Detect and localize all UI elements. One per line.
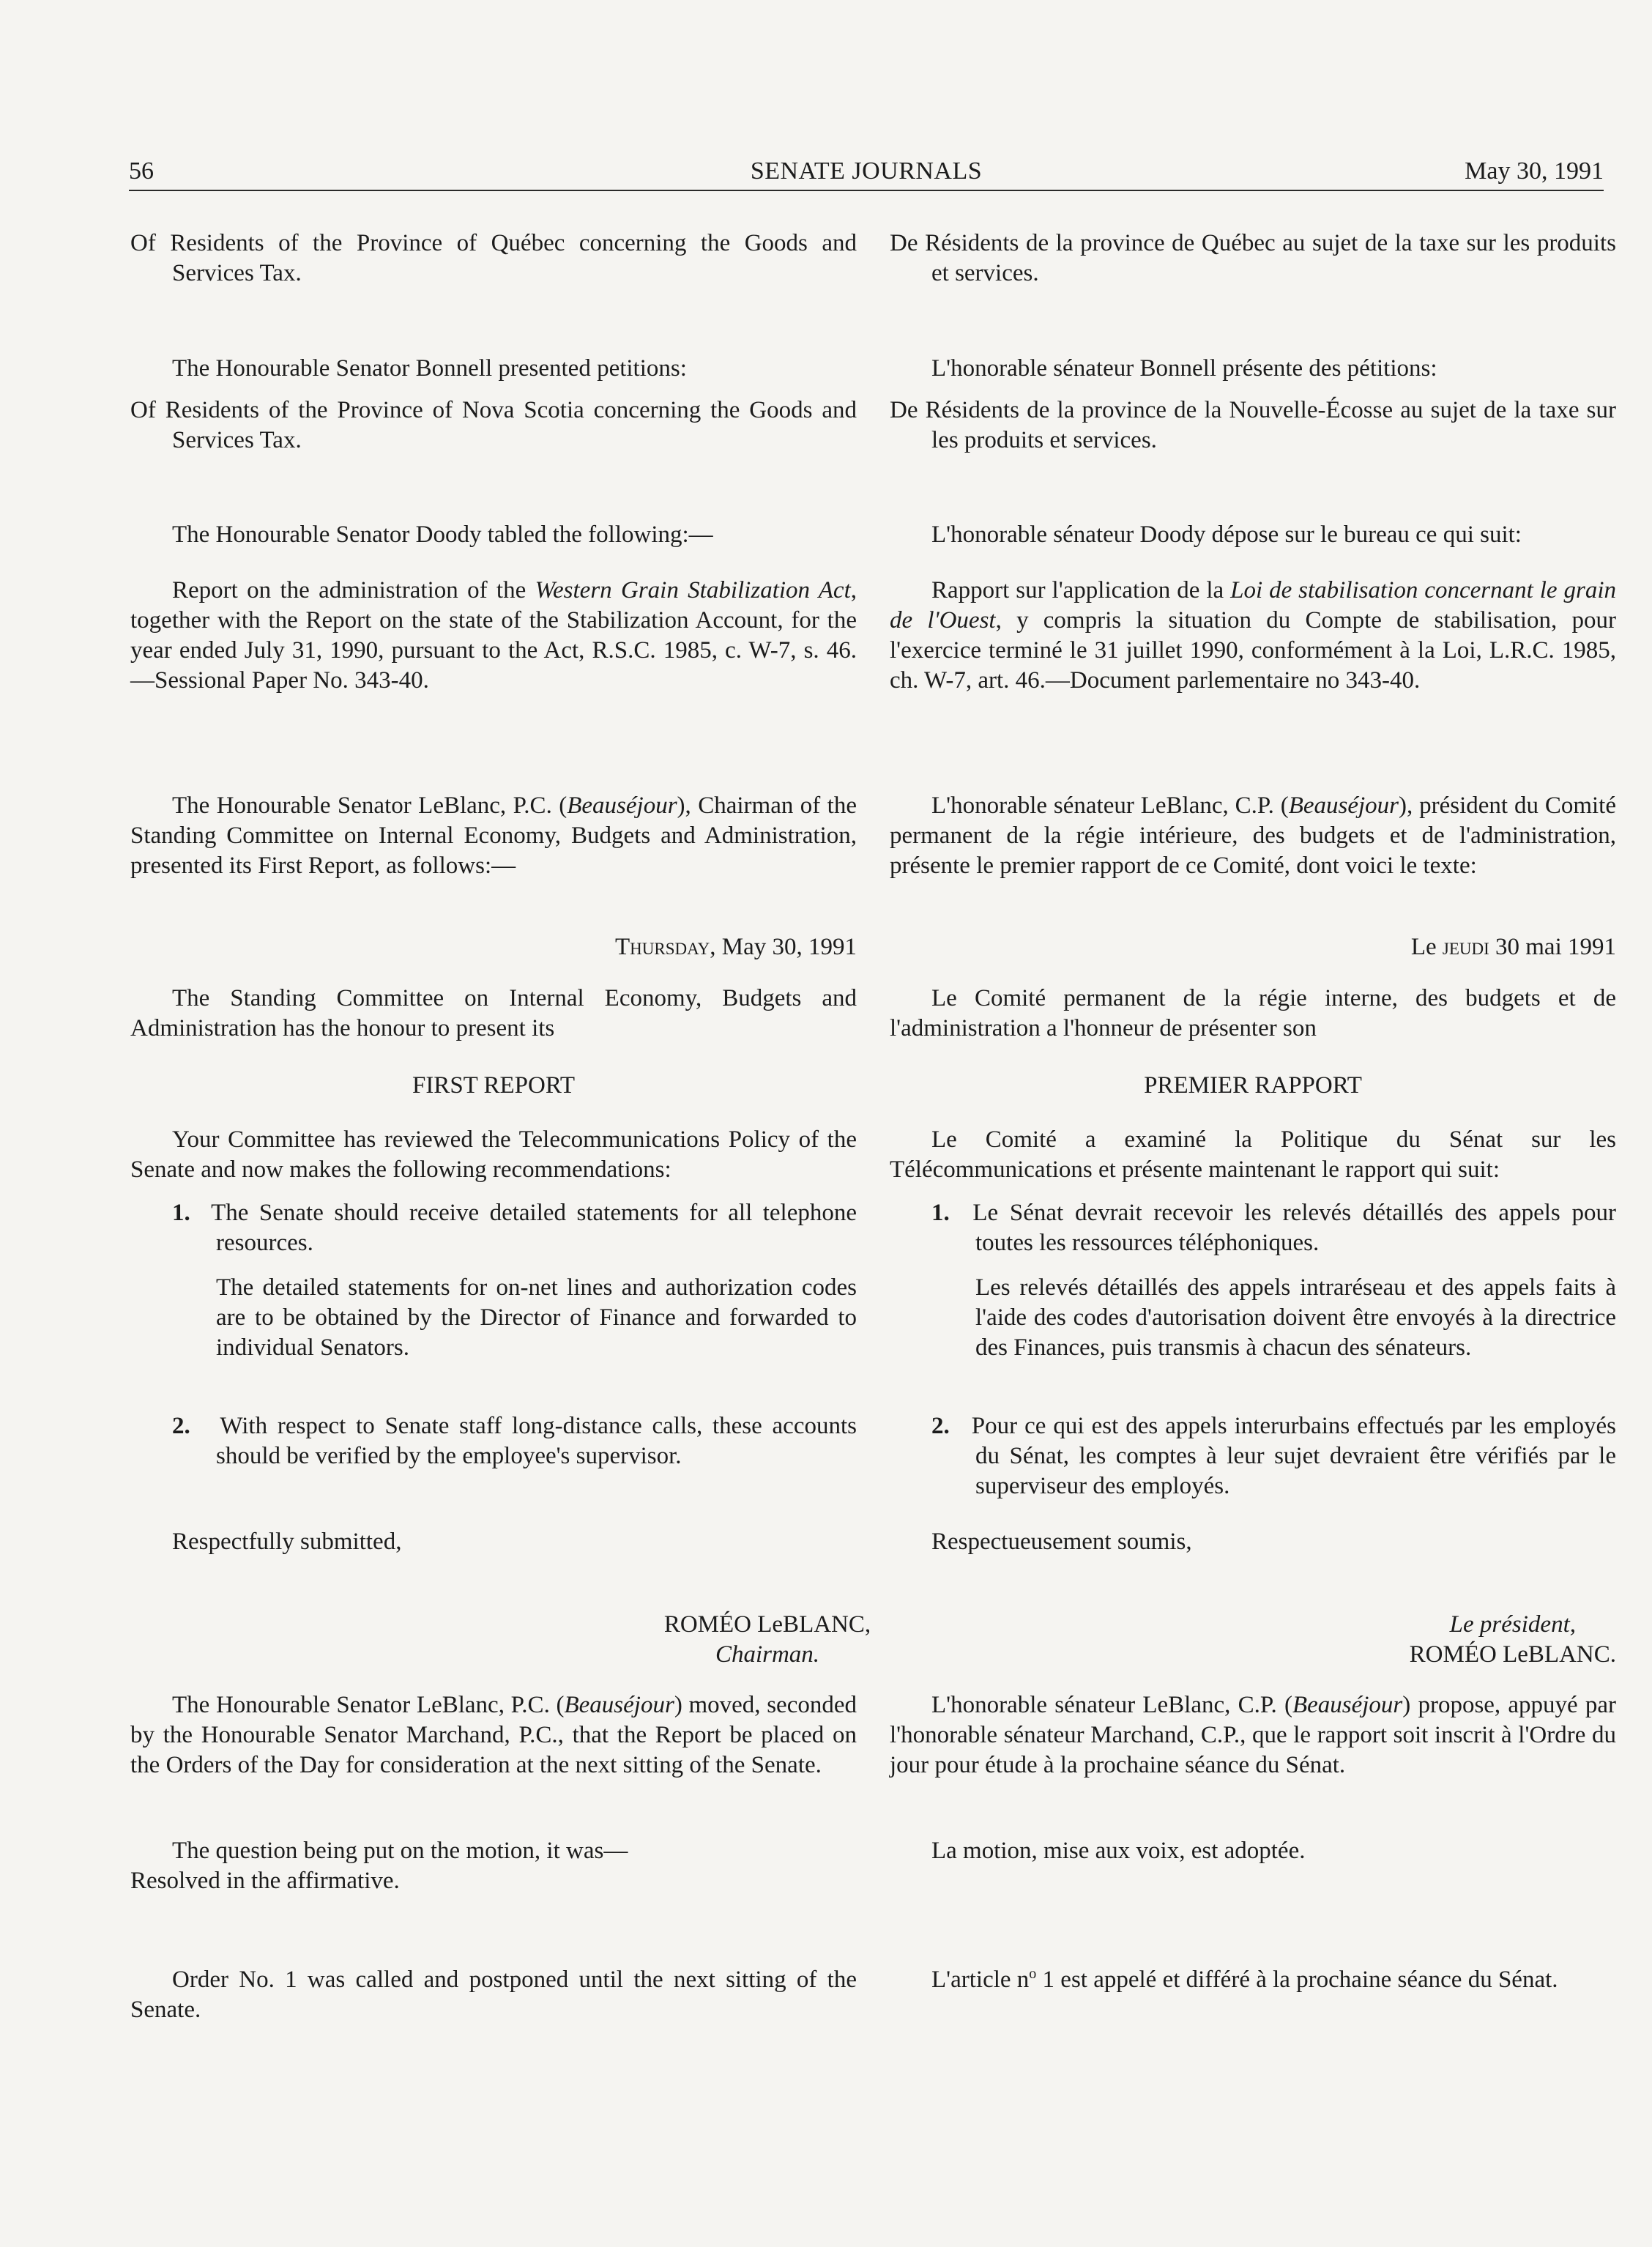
order-no-1: Order No. 1 was called and postponed until the next sitting of the Senate. bbox=[130, 1966, 857, 2023]
recommendation-2: 2. With respect to Senate staff long-distance calls, these accounts should be verified by the employee's supervisor. bbox=[172, 1413, 857, 1469]
page-header bbox=[129, 152, 1604, 191]
closing: Respectfully submitted, bbox=[172, 1529, 402, 1555]
recommendation-1-detail: The detailed statements for on-net lines and authorization codes are to be obtained by the Director of Finance and forwarded to individual Senators. bbox=[216, 1274, 857, 1361]
report-title: FIRST REPORT bbox=[412, 1072, 576, 1099]
item-number: 2. bbox=[172, 1413, 190, 1439]
motion-result: The question being put on the motion, it was— Resolved in the affirmative. bbox=[130, 1838, 628, 1894]
committee-review-fr: Le Comité a examiné la Politique du Sénat sur les Télécommunications et présente maintenant le rapport qui suit: bbox=[890, 1126, 1616, 1183]
signature: ROMÉO LeBLANC, Chairman. bbox=[663, 1611, 871, 1668]
committee-intro-fr: Le Comité permanent de la régie interne, des budgets et de l'administration a l'honneur de présenter son bbox=[890, 985, 1616, 1041]
petition-nova-scotia: Of Residents of the Province of Nova Scotia concerning the Goods and Services Tax. bbox=[130, 397, 857, 453]
doody-tabled: The Honourable Senator Doody tabled the following:— bbox=[172, 521, 713, 548]
petition-nova-scotia-fr: De Résidents de la province de la Nouvelle-Écosse au sujet de la taxe sur les produits et services. bbox=[890, 397, 1616, 453]
report-date-fr: Le jeudi 30 mai 1991 bbox=[1410, 934, 1616, 960]
sessional-paper: Report on the administration of the Western Grain Stabilization Act, together with the Report on the state of the Stabilization Account, for the year ended July 31, 1990, pursuant to the Act, R.S.C. 1985, c. W-7, s. 46.—Sessional Paper No. 343-40. bbox=[130, 577, 857, 694]
recommendation-2-fr: 2. Pour ce qui est des appels interurbains effectués par les employés du Sénat, les comptes à leur sujet devraient être vérifiés par le superviseur des employés. bbox=[931, 1413, 1617, 1499]
signature-fr: Le président, ROMÉO LeBLANC. bbox=[1409, 1611, 1616, 1668]
motion-text: The Honourable Senator LeBlanc, P.C. (Beauséjour) moved, seconded by the Honourable Senator Marchand, P.C., that the Report be placed on the Orders of the Day for consideration at the next sitting of the Senate. bbox=[130, 1692, 857, 1778]
item-number: 2. bbox=[931, 1413, 950, 1439]
recommendation-1-fr: 1. Le Sénat devrait recevoir les relevés détaillés des appels pour toutes les ressources téléphoniques. bbox=[931, 1200, 1616, 1256]
leblanc-presented: The Honourable Senator LeBlanc, P.C. (Beauséjour), Chairman of the Standing Committee on Internal Economy, Budgets and Administration, presented its First Report, as follows:— bbox=[130, 792, 857, 879]
recommendation-1-detail-fr: Les relevés détaillés des appels intraréseau et des appels faits à l'aide des codes d'autorisation doivent être envoyés à la directrice des Finances, puis transmis à chacun des sénateurs. bbox=[975, 1274, 1616, 1361]
report-title-fr: PREMIER RAPPORT bbox=[1144, 1072, 1362, 1099]
committee-review: Your Committee has reviewed the Telecommunications Policy of the Senate and now makes the following recommendations: bbox=[130, 1126, 857, 1183]
bonnell-petitions-fr: L'honorable sénateur Bonnell présente des pétitions: bbox=[931, 355, 1437, 382]
order-no-1-fr: L'article $n^o$ 1 est appelé et différé à la prochaine séance du Sénat. bbox=[931, 1966, 1558, 1993]
recommendation-1: 1. The Senate should receive detailed statements for all telephone resources. bbox=[172, 1200, 857, 1256]
closing-fr: Respectueusement soumis, bbox=[931, 1529, 1192, 1555]
item-number: 1. bbox=[931, 1200, 950, 1226]
journal-title: SENATE JOURNALS bbox=[750, 157, 983, 185]
petition-quebec-fr: De Résidents de la province de Québec au sujet de la taxe sur les produits et services. bbox=[890, 230, 1616, 286]
sessional-paper-fr: Rapport sur l'application de la Loi de stabilisation concernant le grain de l'Ouest, y compris la situation du Compte de stabilisation, pour l'exercice terminé le 31 juillet 1990, conformément à la Loi, L.R.C. 1985, ch. W-7, art. 46.—Document parlementaire no 343-40. bbox=[890, 577, 1616, 694]
petition-quebec: Of Residents of the Province of Québec concerning the Goods and Services Tax. bbox=[130, 230, 857, 286]
committee-intro: The Standing Committee on Internal Economy, Budgets and Administration has the honour to present its bbox=[130, 985, 857, 1041]
bonnell-petitions: The Honourable Senator Bonnell presented petitions: bbox=[172, 355, 687, 382]
leblanc-presented-fr: L'honorable sénateur LeBlanc, C.P. (Beauséjour), président du Comité permanent de la régie intérieure, des budgets et de l'administration, présente le premier rapport de ce Comité, dont voici le texte: bbox=[890, 792, 1616, 879]
page-number: 56 bbox=[129, 157, 154, 185]
item-number: 1. bbox=[172, 1200, 190, 1226]
header-date: May 30, 1991 bbox=[1465, 157, 1604, 185]
motion-text-fr: L'honorable sénateur LeBlanc, C.P. (Beauséjour) propose, appuyé par l'honorable sénateur Marchand, C.P., que le rapport soit inscrit à l'Ordre du jour pour étude à la prochaine séance du Sénat. bbox=[890, 1692, 1616, 1778]
doody-tabled-fr: L'honorable sénateur Doody dépose sur le bureau ce qui suit: bbox=[931, 521, 1522, 548]
motion-result-fr: La motion, mise aux voix, est adoptée. bbox=[931, 1838, 1306, 1864]
report-date: Thursday, May 30, 1991 bbox=[615, 934, 857, 960]
